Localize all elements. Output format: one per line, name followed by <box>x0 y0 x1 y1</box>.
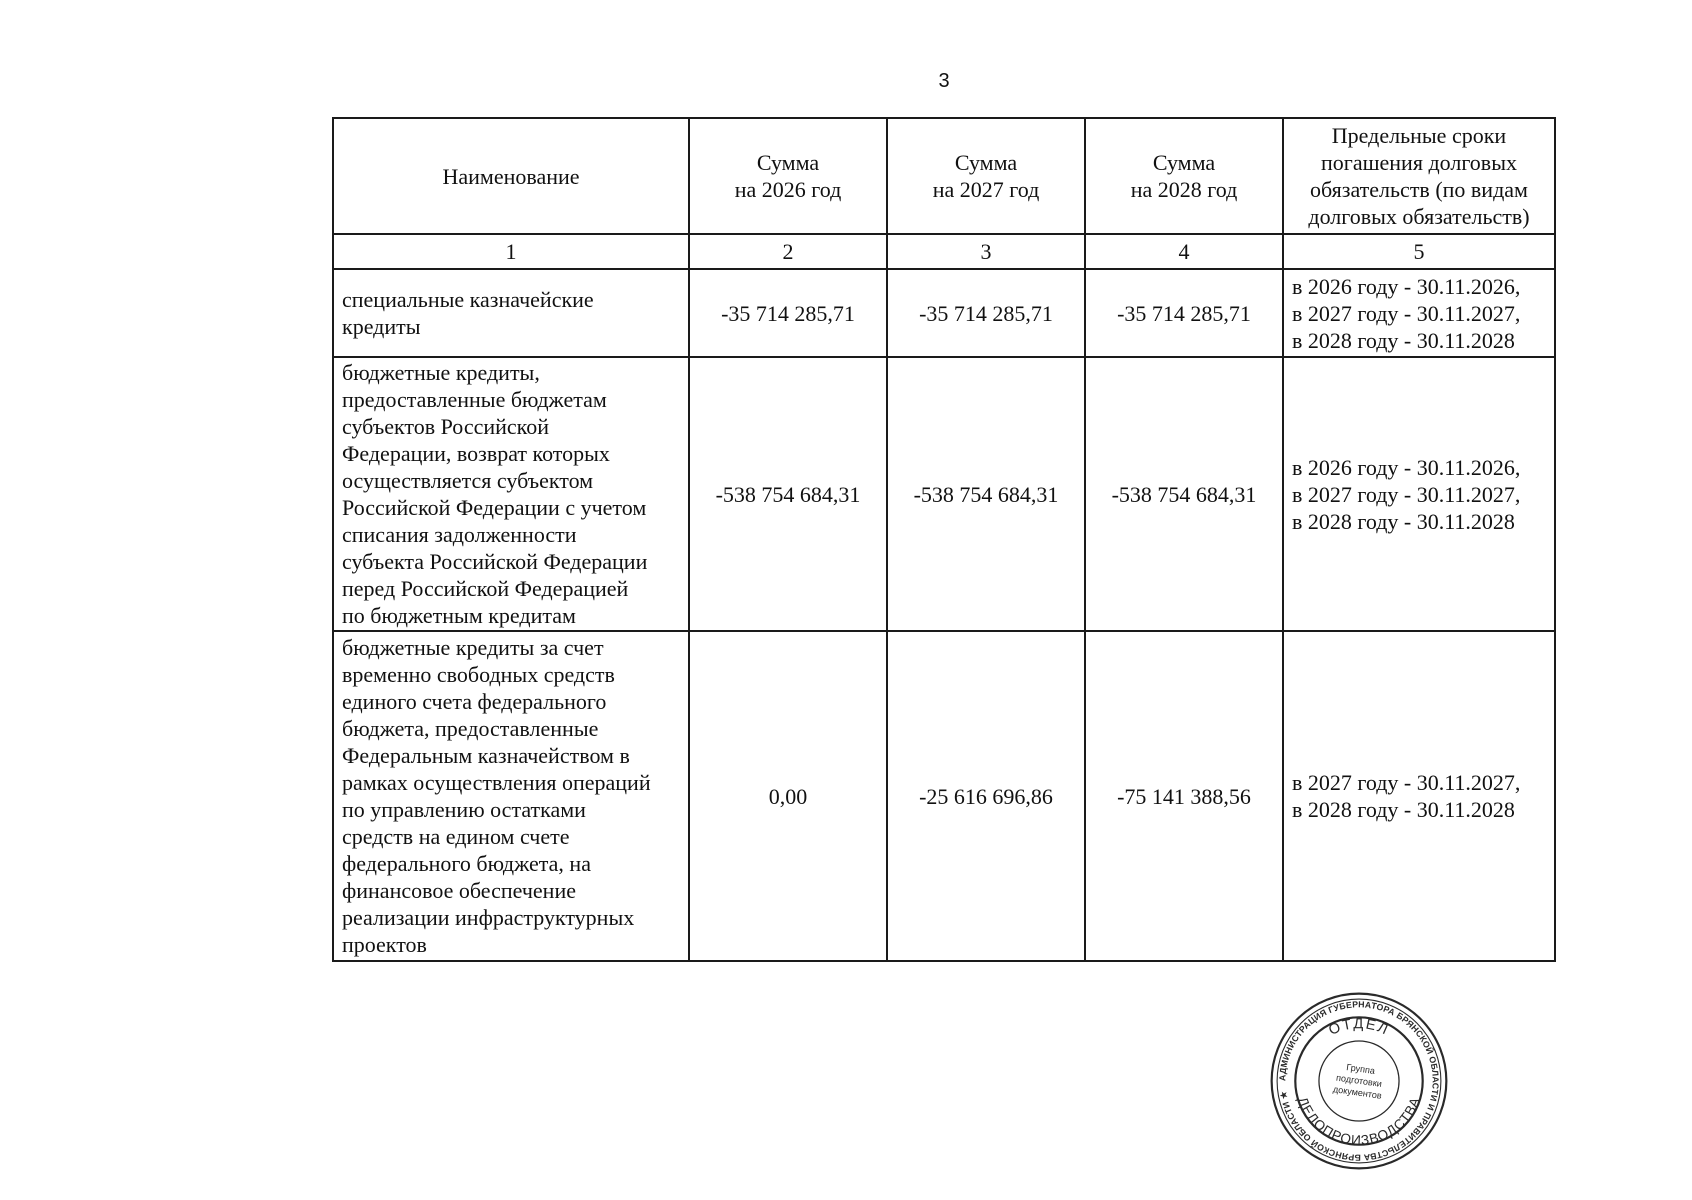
table-row <box>333 631 1555 961</box>
debt-obligations-table <box>332 117 1556 962</box>
terms-line: в 2027 году - 30.11.2027, <box>1292 481 1521 507</box>
sum-2027-cell: -538 754 684,31 <box>887 357 1085 631</box>
terms-line: в 2028 году - 30.11.2028 <box>1292 797 1515 822</box>
row-name-line: временно свободных средств <box>342 662 615 687</box>
row-name-line: субъектов Российской <box>342 414 550 439</box>
header-sum-2028 <box>1085 118 1283 234</box>
stamp-inner-top-text: ОТДЕЛ <box>1326 1016 1392 1039</box>
column-number-5: 5 <box>1283 234 1555 269</box>
page-number: 3 <box>938 70 950 92</box>
table-row <box>333 357 1555 631</box>
svg-text:ОТДЕЛ <box>1326 1016 1391 1039</box>
repayment-terms-cell <box>1283 269 1555 357</box>
row-name-line: бюджетные кредиты, <box>342 360 540 385</box>
row-name-line: Федерации, возврат которых <box>342 441 610 466</box>
row-name-line: средств на едином счете <box>342 824 570 849</box>
sum-2027-cell: -25 616 696,86 <box>887 631 1085 961</box>
row-name-cell <box>333 357 689 631</box>
header-sum-2027-line-2: на 2027 год <box>932 177 1040 202</box>
header-terms-line-4: долговых обязательств) <box>1308 204 1530 229</box>
row-name-line: финансовое обеспечение <box>342 878 576 903</box>
row-name-line: субъекта Российской Федерации <box>342 549 648 574</box>
terms-line: в 2028 году - 30.11.2028 <box>1292 508 1515 534</box>
row-name-line: бюджета, предоставленные <box>342 716 599 741</box>
header-name-text: Наименование <box>442 163 580 189</box>
header-name <box>333 118 689 234</box>
header-sum-2026 <box>689 118 887 234</box>
header-terms-line-2: погашения долговых <box>1321 150 1517 175</box>
sum-2026-cell: -35 714 285,71 <box>689 269 887 357</box>
column-number-3: 3 <box>887 234 1085 269</box>
sum-2027-cell: -35 714 285,71 <box>887 269 1085 357</box>
sum-2028-cell: -35 714 285,71 <box>1085 269 1283 357</box>
header-sum-2028-line-1: Сумма <box>1152 150 1216 175</box>
stamp-center-line: документов <box>1332 1084 1383 1101</box>
header-terms-line-3: обязательств (по видам <box>1310 177 1528 202</box>
row-name-line: списания задолженности <box>342 522 577 547</box>
column-number-1: 1 <box>333 234 689 269</box>
header-sum-2026-line-1: Сумма <box>756 150 820 175</box>
stamp-center-line: подготовки <box>1335 1072 1383 1089</box>
header-repayment-terms <box>1283 118 1555 234</box>
row-name-cell <box>333 631 689 961</box>
row-name-line: предоставленные бюджетам <box>342 387 607 412</box>
sum-2028-cell: -538 754 684,31 <box>1085 357 1283 631</box>
sum-2026-cell: -538 754 684,31 <box>689 357 887 631</box>
table-row <box>333 269 1555 357</box>
header-sum-2027 <box>887 118 1085 234</box>
repayment-terms-cell <box>1283 631 1555 961</box>
table-header-row <box>333 118 1555 234</box>
row-name-line: рамках осуществления операций <box>342 770 651 795</box>
repayment-terms-cell <box>1283 357 1555 631</box>
row-name-line: по бюджетным кредитам <box>342 603 576 628</box>
terms-line: в 2027 году - 30.11.2027, <box>1292 770 1521 795</box>
stamp-outer-ring-text: АДМИНИСТРАЦИЯ ГУБЕРНАТОРА БРЯНСКОЙ ОБЛАСТИ И ПРАВИТЕЛЬСТВА БРЯНСКОЙ ОБЛАСТИ ★ <box>1277 999 1441 1163</box>
sum-2028-cell: -75 141 388,56 <box>1085 631 1283 961</box>
row-name-line: кредиты <box>342 314 421 339</box>
row-name-line: федерального бюджета, на <box>342 851 591 876</box>
row-name-line: осуществляется субъектом <box>342 468 594 493</box>
header-sum-2026-line-2: на 2026 год <box>734 177 842 202</box>
header-sum-2028-line-2: на 2028 год <box>1130 177 1238 202</box>
row-name-line: по управлению остатками <box>342 797 586 822</box>
column-number-2: 2 <box>689 234 887 269</box>
terms-line: в 2027 году - 30.11.2027, <box>1292 300 1521 326</box>
stamp-center-line: Группа <box>1345 1062 1376 1076</box>
stamp-inner-bottom-text: ДЕЛОПРОИЗВОДСТВА <box>1294 1094 1424 1148</box>
column-number-row <box>333 234 1555 269</box>
row-name-line: реализации инфраструктурных <box>342 905 635 930</box>
sum-2026-cell: 0,00 <box>689 631 887 961</box>
header-terms-line-1: Предельные сроки <box>1331 123 1507 148</box>
row-name-line: бюджетные кредиты за счет <box>342 635 604 660</box>
row-name-line: специальные казначейские <box>342 287 594 312</box>
row-name-line: Российской Федерации с учетом <box>342 495 647 520</box>
column-number-4: 4 <box>1085 234 1283 269</box>
row-name-line: единого счета федерального <box>342 689 607 714</box>
terms-line: в 2028 году - 30.11.2028 <box>1292 327 1515 353</box>
terms-line: в 2026 году - 30.11.2026, <box>1292 454 1521 480</box>
header-sum-2027-line-1: Сумма <box>954 150 1018 175</box>
row-name-cell <box>333 269 689 357</box>
row-name-line: Федеральным казначейством в <box>342 743 630 768</box>
row-name-line: перед Российской Федерацией <box>342 576 629 601</box>
terms-line: в 2026 году - 30.11.2026, <box>1292 273 1521 299</box>
official-stamp <box>1268 990 1450 1172</box>
row-name-line: проектов <box>342 932 427 957</box>
